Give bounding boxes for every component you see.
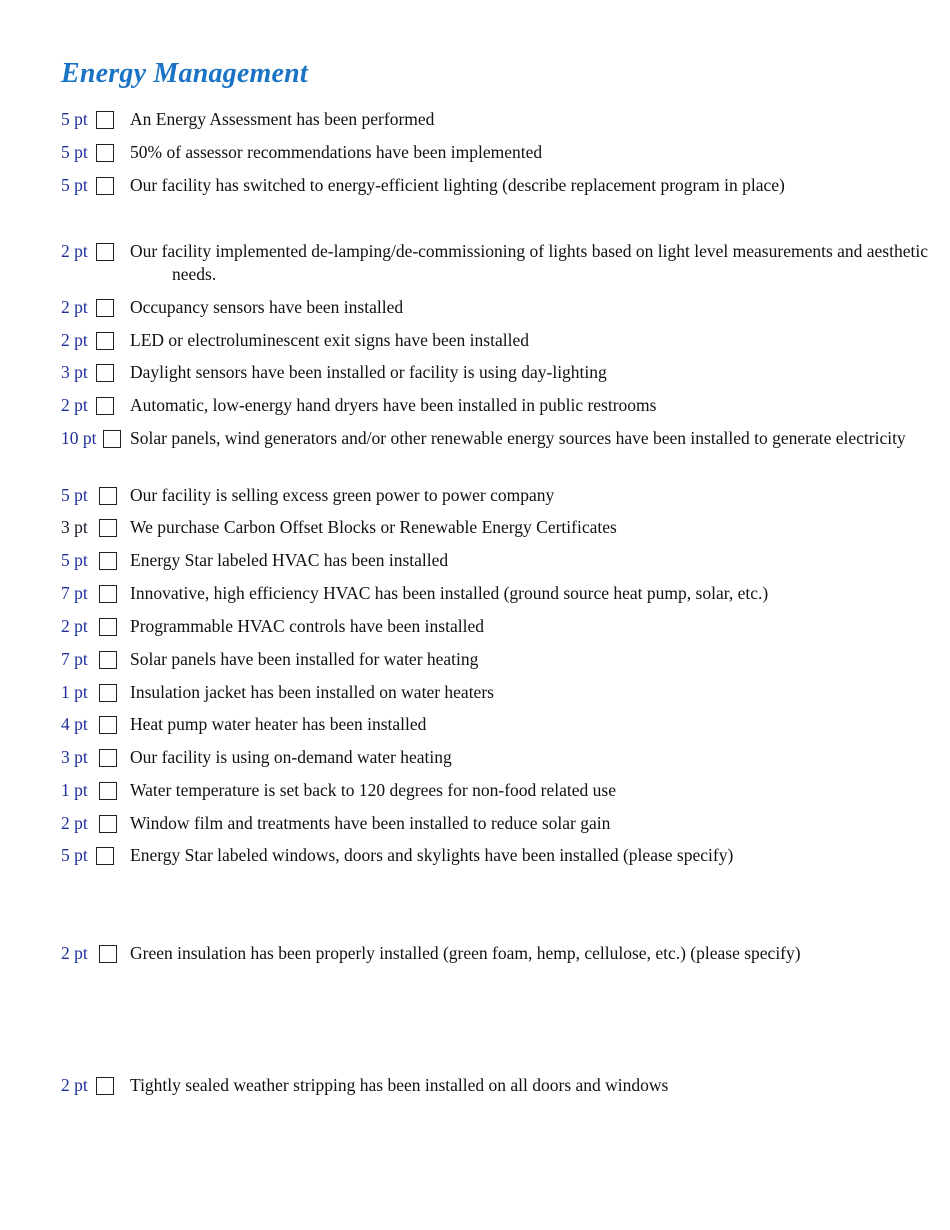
item-text: An Energy Assessment has been performed [130,109,435,129]
checklist-item [61,1074,891,1122]
item-text: Automatic, low-energy hand dryers have been installed in public restrooms [130,395,657,415]
checkbox[interactable] [99,487,117,505]
points-label: 5 pt [61,175,88,195]
checkbox[interactable] [99,945,117,963]
checkbox[interactable] [99,585,117,603]
item-text: Our facility has switched to energy-efficient lighting (describe replacement program in place) [130,175,785,195]
item-text: Our facility is selling excess green power to power company [130,485,555,505]
points-label: 3 pt [61,362,88,382]
points-label: 3 pt [61,517,88,537]
checkbox[interactable] [99,552,117,570]
points-label: 2 pt [61,297,88,317]
checkbox[interactable] [99,651,117,669]
checkbox[interactable] [96,177,114,195]
item-text: Energy Star labeled HVAC has been installed [130,550,449,570]
points-label: 7 pt [61,583,88,603]
item-text: We purchase Carbon Offset Blocks or Renewable Energy Certificates [130,517,617,537]
item-text: Occupancy sensors have been installed [130,297,404,317]
points-label: 4 pt [61,714,88,734]
item-text: Green insulation has been properly installed (green foam, hemp, cellulose, etc.) (please specify) [130,943,801,963]
points-label: 1 pt [61,682,88,702]
checkbox[interactable] [99,618,117,636]
checkbox[interactable] [99,716,117,734]
points-label: 5 pt [61,550,88,570]
checkbox[interactable] [96,847,114,865]
item-text: Water temperature is set back to 120 degrees for non-food related use [130,780,616,800]
checkbox[interactable] [99,749,117,767]
checkbox[interactable] [99,815,117,833]
item-text: Solar panels, wind generators and/or other renewable energy sources have been installed to generate electricity [130,428,906,448]
item-text: Energy Star labeled windows, doors and skylights have been installed (please specify) [130,845,734,865]
item-text: Daylight sensors have been installed or facility is using day-lighting [130,362,607,382]
item-text: Solar panels have been installed for water heating [130,649,479,669]
item-text: Window film and treatments have been installed to reduce solar gain [130,813,611,833]
checkbox[interactable] [96,1077,114,1095]
checkbox[interactable] [96,144,114,162]
item-text: Heat pump water heater has been installed [130,714,427,734]
item-text: Our facility implemented de-lamping/de-commissioning of lights based on light level measurements and aesthetic needs. [130,241,928,284]
checklist-item [61,427,906,475]
checkbox[interactable] [96,364,114,382]
points-label: 5 pt [61,845,88,865]
item-text: Tightly sealed weather stripping has been installed on all doors and windows [130,1075,669,1095]
points-label: 2 pt [61,943,88,963]
checkbox[interactable] [99,684,117,702]
checkbox[interactable] [96,243,114,261]
points-label: 5 pt [61,109,88,129]
checklist-item [61,942,891,990]
item-text: Programmable HVAC controls have been installed [130,616,484,636]
points-label: 5 pt [61,485,88,505]
points-label: 2 pt [61,1075,88,1095]
points-label: 7 pt [61,649,88,669]
points-label: 2 pt [61,813,88,833]
checkbox[interactable] [103,430,121,448]
checklist-item [61,174,891,222]
points-label: 2 pt [61,395,88,415]
points-label: 2 pt [61,241,88,261]
checkbox[interactable] [96,332,114,350]
item-text: Innovative, high efficiency HVAC has been installed (ground source heat pump, solar, etc.) [130,583,769,603]
points-label: 3 pt [61,747,88,767]
checklist-item [61,844,891,892]
checklist-item [61,240,928,288]
section-heading: Energy Management [61,58,308,89]
checkbox[interactable] [99,519,117,537]
points-label: 10 pt [61,428,97,448]
points-label: 2 pt [61,330,88,350]
points-label: 5 pt [61,142,88,162]
points-label: 1 pt [61,780,88,800]
checkbox[interactable] [96,397,114,415]
item-text: Insulation jacket has been installed on water heaters [130,682,494,702]
checkbox[interactable] [96,299,114,317]
checkbox[interactable] [96,111,114,129]
points-label: 2 pt [61,616,88,636]
item-text: LED or electroluminescent exit signs have been installed [130,330,529,350]
item-text: 50% of assessor recommendations have been implemented [130,142,543,162]
item-text: Our facility is using on-demand water heating [130,747,452,767]
checkbox[interactable] [99,782,117,800]
